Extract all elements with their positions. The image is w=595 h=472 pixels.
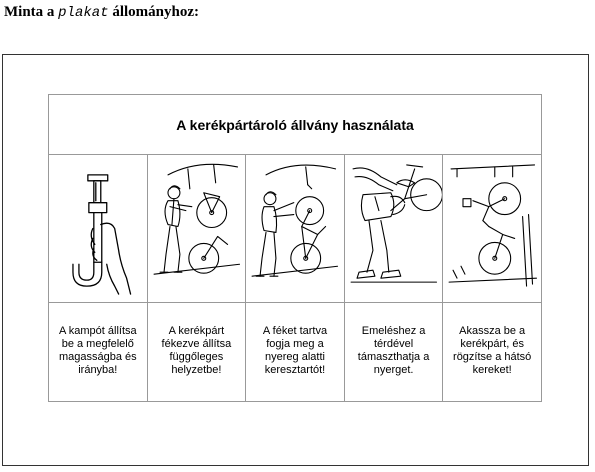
panel-5-caption: Akassza be a kerékpárt, és rögzítse a hátsó kereket!: [453, 325, 532, 376]
hanging-bikes-icon: [443, 155, 541, 303]
heading-suffix: állományhoz:: [108, 4, 200, 20]
hook-in-hand-icon: [49, 155, 147, 303]
panel-5: [443, 155, 541, 401]
panel-1-caption: A kampót állítsa be a megfelelő magasságba és irányba!: [58, 325, 137, 376]
heading-filename: plakat: [58, 5, 109, 21]
poster-title: A kerékpártároló állvány használata: [49, 95, 541, 155]
panel-2: [148, 155, 247, 401]
panel-1: [49, 155, 148, 401]
panel-4-caption: Emeléshez a térdével támaszthatja a nyerget.: [357, 325, 430, 376]
panel-3: [246, 155, 345, 401]
panel-3-caption: A féket tartva fogja meg a nyereg alatti keresztartót!: [262, 325, 328, 376]
heading-prefix: Minta a: [4, 4, 59, 20]
page-heading: [4, 4, 199, 21]
person-lifting-bike-icon: [148, 155, 246, 303]
panel-2-caption: A kerékpárt fékezve állítsa függőleges helyzetbe!: [161, 325, 232, 376]
poster: [48, 94, 542, 402]
person-holding-bike-icon: [246, 155, 344, 303]
panel-4: [345, 155, 444, 401]
poster-panels: [49, 155, 541, 401]
knee-lifting-saddle-icon: [345, 155, 443, 303]
